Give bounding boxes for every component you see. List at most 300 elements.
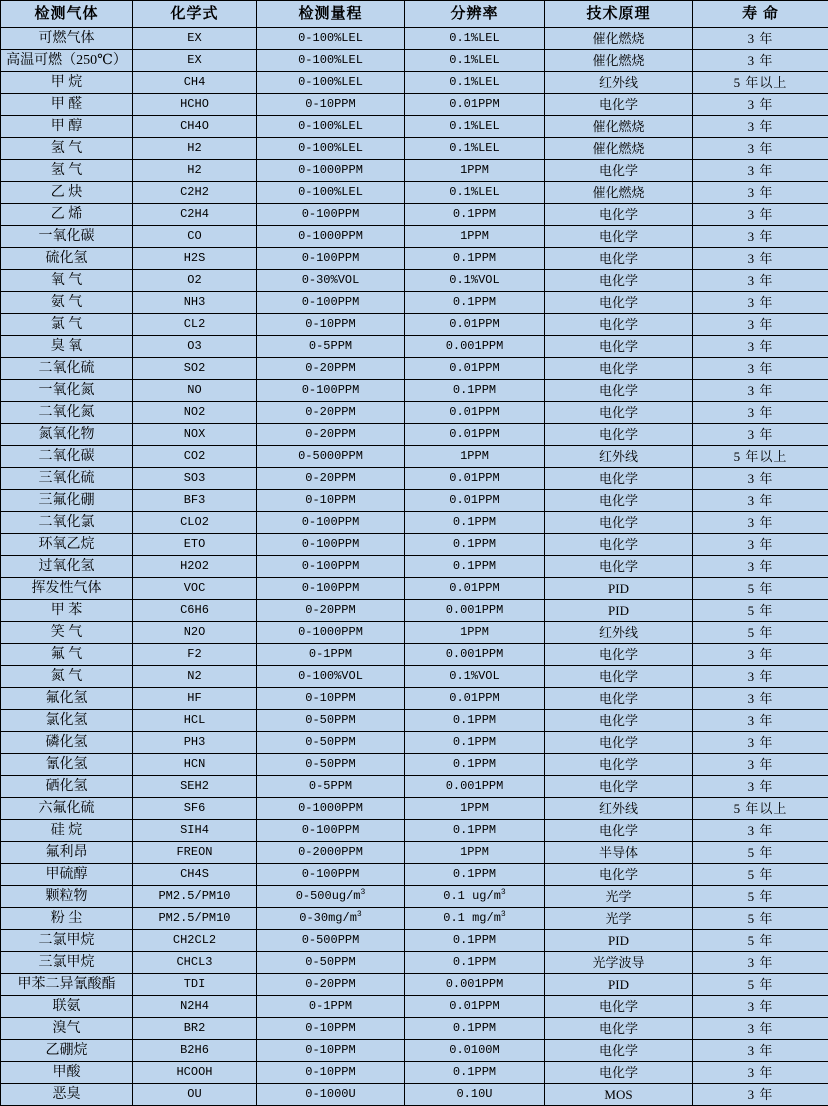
cell-tech-principle: 电化学 (545, 424, 693, 446)
cell-service-life: 3 年 (693, 534, 828, 556)
cell-detection-range: 0-10PPM (257, 1040, 405, 1062)
cell-resolution: 0.1PPM (405, 534, 545, 556)
cell-resolution: 0.1PPM (405, 512, 545, 534)
cell-gas-name: 二氧化碳 (1, 446, 133, 468)
column-header-resolution: 分辨率 (405, 1, 545, 28)
cell-service-life: 5 年以上 (693, 798, 828, 820)
cell-detection-range: 0-50PPM (257, 732, 405, 754)
cell-gas-name: 硒化氢 (1, 776, 133, 798)
cell-gas-name: 挥发性气体 (1, 578, 133, 600)
cell-service-life: 3 年 (693, 314, 828, 336)
cell-resolution: 0.1PPM (405, 952, 545, 974)
table-row (1, 732, 828, 754)
cell-detection-range: 0-2000PPM (257, 842, 405, 864)
cell-gas-name: 乙硼烷 (1, 1040, 133, 1062)
cell-gas-name: 一氧化氮 (1, 380, 133, 402)
cell-detection-range: 0-5PPM (257, 336, 405, 358)
cell-gas-name: 可燃气体 (1, 28, 133, 50)
cell-resolution: 0.001PPM (405, 974, 545, 996)
cell-detection-range: 0-100PPM (257, 820, 405, 842)
cell-gas-name: 三氯甲烷 (1, 952, 133, 974)
cell-service-life: 3 年 (693, 182, 828, 204)
cell-tech-principle: 电化学 (545, 270, 693, 292)
table-row (1, 72, 828, 94)
cell-chemical-formula: TDI (133, 974, 257, 996)
cell-service-life: 3 年 (693, 50, 828, 72)
table-row (1, 600, 828, 622)
cell-tech-principle: 红外线 (545, 622, 693, 644)
cell-resolution: 0.1PPM (405, 248, 545, 270)
cell-tech-principle: 电化学 (545, 248, 693, 270)
table-row (1, 292, 828, 314)
table-row (1, 358, 828, 380)
cell-gas-name: 氯化氢 (1, 710, 133, 732)
cell-gas-name: 硫化氢 (1, 248, 133, 270)
cell-service-life: 3 年 (693, 380, 828, 402)
table-body (1, 28, 828, 1106)
cell-tech-principle: 电化学 (545, 468, 693, 490)
table-row (1, 402, 828, 424)
cell-chemical-formula: NH3 (133, 292, 257, 314)
cell-tech-principle: 催化燃烧 (545, 182, 693, 204)
cell-detection-range: 0-20PPM (257, 402, 405, 424)
cell-service-life: 3 年 (693, 644, 828, 666)
cell-detection-range: 0-20PPM (257, 974, 405, 996)
table-row (1, 160, 828, 182)
cell-service-life: 3 年 (693, 1018, 828, 1040)
cell-tech-principle: PID (545, 578, 693, 600)
cell-tech-principle: 催化燃烧 (545, 116, 693, 138)
table-row (1, 446, 828, 468)
cell-chemical-formula: O2 (133, 270, 257, 292)
cell-chemical-formula: CH4 (133, 72, 257, 94)
cell-chemical-formula: CH2CL2 (133, 930, 257, 952)
table-row (1, 1040, 828, 1062)
table-row (1, 226, 828, 248)
column-header-range: 检测量程 (257, 1, 405, 28)
cell-chemical-formula: SO3 (133, 468, 257, 490)
cell-resolution: 1PPM (405, 798, 545, 820)
cell-resolution: 0.1 $ug/m^3$ (405, 886, 545, 908)
cell-detection-range: $0-30mg/m^3$ (257, 908, 405, 930)
cell-detection-range: 0-20PPM (257, 468, 405, 490)
table-row (1, 1062, 828, 1084)
table-row (1, 996, 828, 1018)
cell-service-life: 3 年 (693, 204, 828, 226)
cell-service-life: 3 年 (693, 138, 828, 160)
cell-service-life: 3 年 (693, 28, 828, 50)
cell-tech-principle: 电化学 (545, 490, 693, 512)
cell-gas-name: 高温可燃（250℃） (1, 50, 133, 72)
cell-detection-range: 0-100PPM (257, 556, 405, 578)
cell-resolution: 0.001PPM (405, 776, 545, 798)
cell-tech-principle: PID (545, 930, 693, 952)
cell-service-life: 5 年 (693, 600, 828, 622)
column-header-formula: 化学式 (133, 1, 257, 28)
cell-gas-name: 过氧化氢 (1, 556, 133, 578)
cell-detection-range: 0-1000PPM (257, 798, 405, 820)
cell-detection-range: 0-100PPM (257, 578, 405, 600)
cell-tech-principle: 催化燃烧 (545, 28, 693, 50)
cell-tech-principle: 电化学 (545, 358, 693, 380)
cell-detection-range: 0-20PPM (257, 424, 405, 446)
cell-service-life: 3 年 (693, 556, 828, 578)
cell-gas-name: 甲 苯 (1, 600, 133, 622)
cell-chemical-formula: BR2 (133, 1018, 257, 1040)
cell-chemical-formula: F2 (133, 644, 257, 666)
table-row (1, 204, 828, 226)
cell-tech-principle: 红外线 (545, 72, 693, 94)
cell-gas-name: 氟化氢 (1, 688, 133, 710)
cell-tech-principle: 电化学 (545, 710, 693, 732)
cell-service-life: 3 年 (693, 710, 828, 732)
cell-gas-name: 氰化氢 (1, 754, 133, 776)
cell-gas-name: 一氧化碳 (1, 226, 133, 248)
cell-tech-principle: 电化学 (545, 380, 693, 402)
table-row (1, 116, 828, 138)
cell-tech-principle: 光学 (545, 886, 693, 908)
cell-chemical-formula: HCHO (133, 94, 257, 116)
table-row (1, 666, 828, 688)
cell-tech-principle: PID (545, 600, 693, 622)
cell-chemical-formula: C6H6 (133, 600, 257, 622)
table-row (1, 886, 828, 908)
cell-tech-principle: 电化学 (545, 160, 693, 182)
cell-tech-principle: 电化学 (545, 820, 693, 842)
table-row (1, 930, 828, 952)
table-row (1, 556, 828, 578)
cell-chemical-formula: H2 (133, 138, 257, 160)
cell-gas-name: 乙 烯 (1, 204, 133, 226)
cell-gas-name: 颗粒物 (1, 886, 133, 908)
cell-chemical-formula: N2H4 (133, 996, 257, 1018)
cell-resolution: 1PPM (405, 160, 545, 182)
cell-detection-range: 0-100PPM (257, 204, 405, 226)
cell-tech-principle: 电化学 (545, 292, 693, 314)
cell-resolution: 0.1%VOL (405, 666, 545, 688)
cell-gas-name: 乙 炔 (1, 182, 133, 204)
cell-resolution: 1PPM (405, 842, 545, 864)
cell-resolution: 0.1PPM (405, 380, 545, 402)
cell-chemical-formula: CO2 (133, 446, 257, 468)
cell-resolution: 0.1PPM (405, 754, 545, 776)
cell-detection-range: 0-1000PPM (257, 160, 405, 182)
cell-resolution: 0.1PPM (405, 1062, 545, 1084)
cell-detection-range: 0-100%LEL (257, 28, 405, 50)
table-row (1, 314, 828, 336)
cell-gas-name: 三氧化硫 (1, 468, 133, 490)
cell-gas-name: 氟 气 (1, 644, 133, 666)
cell-service-life: 5 年以上 (693, 446, 828, 468)
cell-detection-range: 0-10PPM (257, 490, 405, 512)
cell-gas-name: 二氯甲烷 (1, 930, 133, 952)
cell-tech-principle: 电化学 (545, 666, 693, 688)
cell-resolution: 0.1%LEL (405, 50, 545, 72)
cell-gas-name: 氮氧化物 (1, 424, 133, 446)
header-row (1, 1, 828, 28)
cell-detection-range: 0-50PPM (257, 754, 405, 776)
cell-chemical-formula: EX (133, 28, 257, 50)
cell-chemical-formula: FREON (133, 842, 257, 864)
cell-tech-principle: 电化学 (545, 336, 693, 358)
cell-gas-name: 环氧乙烷 (1, 534, 133, 556)
table-row (1, 1084, 828, 1106)
cell-service-life: 3 年 (693, 292, 828, 314)
cell-resolution: 0.001PPM (405, 600, 545, 622)
cell-tech-principle: 电化学 (545, 226, 693, 248)
cell-service-life: 3 年 (693, 1062, 828, 1084)
cell-chemical-formula: C2H4 (133, 204, 257, 226)
cell-service-life: 3 年 (693, 1084, 828, 1106)
cell-resolution: 0.1%LEL (405, 116, 545, 138)
cell-detection-range: 0-10PPM (257, 94, 405, 116)
cell-service-life: 3 年 (693, 996, 828, 1018)
cell-tech-principle: 电化学 (545, 1018, 693, 1040)
cell-resolution: 0.01PPM (405, 468, 545, 490)
cell-detection-range: 0-100%LEL (257, 182, 405, 204)
cell-service-life: 5 年 (693, 974, 828, 996)
cell-resolution: 0.10U (405, 1084, 545, 1106)
cell-service-life: 5 年 (693, 864, 828, 886)
cell-resolution: 0.01PPM (405, 358, 545, 380)
cell-chemical-formula: SO2 (133, 358, 257, 380)
cell-chemical-formula: HCN (133, 754, 257, 776)
table-row (1, 534, 828, 556)
cell-resolution: 0.01PPM (405, 490, 545, 512)
cell-resolution: 0.1%LEL (405, 28, 545, 50)
cell-detection-range: 0-100%LEL (257, 50, 405, 72)
cell-detection-range: 0-1000PPM (257, 622, 405, 644)
cell-resolution: 1PPM (405, 226, 545, 248)
cell-chemical-formula: N2O (133, 622, 257, 644)
cell-chemical-formula: O3 (133, 336, 257, 358)
cell-resolution: 1PPM (405, 622, 545, 644)
cell-chemical-formula: HF (133, 688, 257, 710)
cell-gas-name: 氮 气 (1, 666, 133, 688)
cell-resolution: 0.1%LEL (405, 182, 545, 204)
cell-resolution: 0.01PPM (405, 314, 545, 336)
cell-service-life: 3 年 (693, 94, 828, 116)
cell-service-life: 5 年 (693, 930, 828, 952)
cell-service-life: 5 年 (693, 886, 828, 908)
cell-tech-principle: 电化学 (545, 94, 693, 116)
cell-chemical-formula: VOC (133, 578, 257, 600)
cell-gas-name: 磷化氢 (1, 732, 133, 754)
cell-chemical-formula: C2H2 (133, 182, 257, 204)
cell-gas-name: 甲 醇 (1, 116, 133, 138)
cell-gas-name: 甲 醛 (1, 94, 133, 116)
cell-detection-range: $0-500ug/m^3$ (257, 886, 405, 908)
cell-tech-principle: 电化学 (545, 402, 693, 424)
cell-detection-range: 0-100%VOL (257, 666, 405, 688)
cell-resolution: 0.01PPM (405, 424, 545, 446)
cell-chemical-formula: CL2 (133, 314, 257, 336)
cell-gas-name: 二氧化硫 (1, 358, 133, 380)
cell-gas-name: 二氧化氯 (1, 512, 133, 534)
cell-gas-name: 硅 烷 (1, 820, 133, 842)
cell-service-life: 3 年 (693, 952, 828, 974)
cell-chemical-formula: H2O2 (133, 556, 257, 578)
cell-resolution: 0.1%LEL (405, 138, 545, 160)
cell-chemical-formula: CH4S (133, 864, 257, 886)
table-row (1, 468, 828, 490)
cell-service-life: 5 年 (693, 908, 828, 930)
cell-service-life: 3 年 (693, 732, 828, 754)
cell-gas-name: 甲酸 (1, 1062, 133, 1084)
table-row (1, 248, 828, 270)
cell-tech-principle: 电化学 (545, 534, 693, 556)
table-row (1, 424, 828, 446)
cell-service-life: 3 年 (693, 754, 828, 776)
table-row (1, 336, 828, 358)
cell-tech-principle: PID (545, 974, 693, 996)
cell-service-life: 3 年 (693, 776, 828, 798)
cell-detection-range: 0-20PPM (257, 358, 405, 380)
cell-detection-range: 0-1000PPM (257, 226, 405, 248)
cell-gas-name: 氢 气 (1, 138, 133, 160)
cell-resolution: 0.1PPM (405, 864, 545, 886)
cell-resolution: 0.1PPM (405, 556, 545, 578)
cell-resolution: 0.0100M (405, 1040, 545, 1062)
cell-gas-name: 氨 气 (1, 292, 133, 314)
cell-chemical-formula: BF3 (133, 490, 257, 512)
cell-tech-principle: 红外线 (545, 446, 693, 468)
cell-gas-name: 氯 气 (1, 314, 133, 336)
cell-chemical-formula: CLO2 (133, 512, 257, 534)
table-row (1, 622, 828, 644)
cell-service-life: 3 年 (693, 336, 828, 358)
table-row (1, 864, 828, 886)
cell-resolution: 0.01PPM (405, 688, 545, 710)
column-header-gas: 检测气体 (1, 1, 133, 28)
table-row (1, 754, 828, 776)
table-row (1, 512, 828, 534)
table-row (1, 644, 828, 666)
cell-detection-range: 0-50PPM (257, 710, 405, 732)
table-row (1, 28, 828, 50)
cell-detection-range: 0-10PPM (257, 314, 405, 336)
cell-gas-name: 甲 烷 (1, 72, 133, 94)
cell-gas-name: 笑 气 (1, 622, 133, 644)
cell-tech-principle: 半导体 (545, 842, 693, 864)
cell-chemical-formula: B2H6 (133, 1040, 257, 1062)
cell-gas-name: 甲硫醇 (1, 864, 133, 886)
cell-resolution: 0.01PPM (405, 578, 545, 600)
cell-chemical-formula: NOX (133, 424, 257, 446)
cell-service-life: 3 年 (693, 1040, 828, 1062)
cell-tech-principle: 催化燃烧 (545, 50, 693, 72)
cell-service-life: 3 年 (693, 116, 828, 138)
cell-service-life: 3 年 (693, 226, 828, 248)
cell-chemical-formula: NO2 (133, 402, 257, 424)
table-row (1, 182, 828, 204)
cell-detection-range: 0-50PPM (257, 952, 405, 974)
table-row (1, 952, 828, 974)
cell-gas-name: 联氨 (1, 996, 133, 1018)
table-row (1, 688, 828, 710)
cell-tech-principle: 红外线 (545, 798, 693, 820)
cell-tech-principle: MOS (545, 1084, 693, 1106)
column-header-life: 寿 命 (693, 1, 828, 28)
cell-tech-principle: 电化学 (545, 1062, 693, 1084)
cell-tech-principle: 电化学 (545, 1040, 693, 1062)
cell-resolution: 0.01PPM (405, 94, 545, 116)
cell-service-life: 5 年 (693, 842, 828, 864)
table-row (1, 798, 828, 820)
cell-resolution: 0.1%LEL (405, 72, 545, 94)
cell-detection-range: 0-10PPM (257, 1018, 405, 1040)
cell-chemical-formula: SEH2 (133, 776, 257, 798)
cell-service-life: 3 年 (693, 490, 828, 512)
cell-chemical-formula: CH4O (133, 116, 257, 138)
table-row (1, 270, 828, 292)
cell-service-life: 3 年 (693, 666, 828, 688)
cell-tech-principle: 光学 (545, 908, 693, 930)
cell-chemical-formula: HCOOH (133, 1062, 257, 1084)
table-row (1, 50, 828, 72)
cell-service-life: 3 年 (693, 402, 828, 424)
table-row (1, 820, 828, 842)
cell-service-life: 5 年 (693, 578, 828, 600)
cell-gas-name: 溴气 (1, 1018, 133, 1040)
table-row (1, 974, 828, 996)
cell-tech-principle: 电化学 (545, 204, 693, 226)
cell-detection-range: 0-5000PPM (257, 446, 405, 468)
table-row (1, 842, 828, 864)
cell-gas-name: 恶臭 (1, 1084, 133, 1106)
cell-gas-name: 二氧化氮 (1, 402, 133, 424)
cell-resolution: 0.1PPM (405, 204, 545, 226)
cell-resolution: 0.1PPM (405, 1018, 545, 1040)
cell-service-life: 3 年 (693, 820, 828, 842)
cell-resolution: 0.01PPM (405, 996, 545, 1018)
cell-detection-range: 0-10PPM (257, 1062, 405, 1084)
table-row (1, 776, 828, 798)
cell-gas-name: 氢 气 (1, 160, 133, 182)
cell-detection-range: 0-5PPM (257, 776, 405, 798)
cell-detection-range: 0-100PPM (257, 380, 405, 402)
cell-service-life: 3 年 (693, 688, 828, 710)
cell-gas-name: 三氟化硼 (1, 490, 133, 512)
cell-gas-name: 氧 气 (1, 270, 133, 292)
cell-resolution: 0.1PPM (405, 820, 545, 842)
cell-detection-range: 0-100%LEL (257, 138, 405, 160)
cell-service-life: 5 年 (693, 622, 828, 644)
cell-resolution: 0.1%VOL (405, 270, 545, 292)
cell-chemical-formula: H2 (133, 160, 257, 182)
cell-resolution: 0.1 $mg/m^3$ (405, 908, 545, 930)
cell-gas-name: 臭 氧 (1, 336, 133, 358)
cell-detection-range: 0-100PPM (257, 534, 405, 556)
cell-tech-principle: 电化学 (545, 556, 693, 578)
cell-tech-principle: 电化学 (545, 314, 693, 336)
table-row (1, 710, 828, 732)
cell-tech-principle: 催化燃烧 (545, 138, 693, 160)
cell-chemical-formula: N2 (133, 666, 257, 688)
cell-service-life: 3 年 (693, 270, 828, 292)
cell-service-life: 3 年 (693, 424, 828, 446)
cell-detection-range: 0-1000U (257, 1084, 405, 1106)
cell-detection-range: 0-30%VOL (257, 270, 405, 292)
table-row (1, 138, 828, 160)
cell-resolution: 0.1PPM (405, 292, 545, 314)
cell-chemical-formula: CO (133, 226, 257, 248)
table-row (1, 490, 828, 512)
cell-resolution: 1PPM (405, 446, 545, 468)
cell-detection-range: 0-20PPM (257, 600, 405, 622)
column-header-principle: 技术原理 (545, 1, 693, 28)
cell-resolution: 0.001PPM (405, 336, 545, 358)
